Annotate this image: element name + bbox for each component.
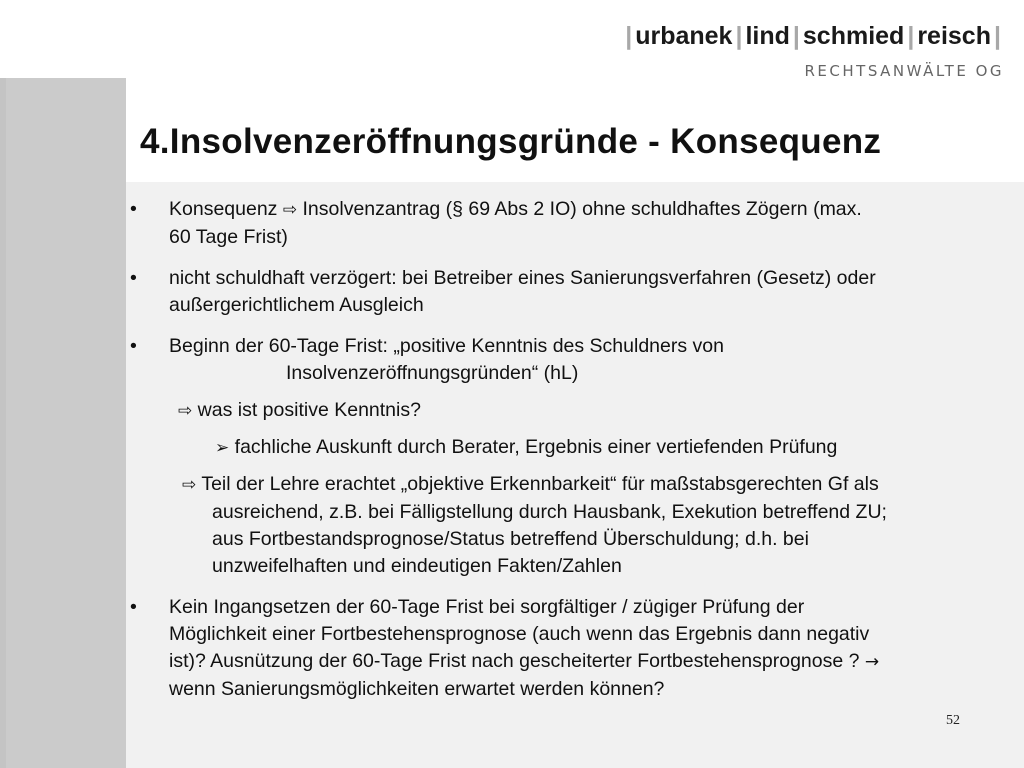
bullet-kein-ingangsetzen (126, 594, 996, 703)
brand-lind: lind (745, 22, 790, 50)
sub-line (182, 471, 996, 499)
text: was ist positive Kenntnis? (197, 399, 421, 421)
brand-subtitle: RECHTSANWÄLTE OG (804, 62, 1004, 80)
sub-line (215, 434, 996, 462)
chevron-arrow-icon: ➢ (215, 438, 230, 458)
slide-title: 4.Insolvenzeröffnungsgründe - Konsequenz (140, 122, 882, 161)
outline-arrow-icon: ⇨ (178, 401, 193, 421)
bullet-line: Beginn der 60-Tage Frist: „positive Kenntnis des Schuldners von (169, 335, 724, 357)
sub-positive-kenntnis (126, 397, 996, 425)
bullet-line (169, 648, 996, 676)
text: Insolvenzantrag (§ 69 Abs 2 IO) ohne schuldhaftes Zögern (max. (297, 198, 862, 220)
text: Konsequenz (169, 198, 283, 220)
bullet-line: Möglichkeit einer Fortbestehensprognose (auch wenn das Ergebnis dann negativ (169, 623, 870, 645)
sub-line (178, 397, 996, 425)
page-number: 52 (946, 713, 960, 728)
bullet-beginn-frist (126, 333, 996, 387)
text: Teil der Lehre erachtet „objektive Erkennbarkeit“ für maßstabsgerechten Gf als (201, 473, 879, 495)
sub-teil-der-lehre (126, 471, 996, 580)
bullet-line: außergerichtlichem Ausgleich (169, 294, 424, 316)
brand-separator: | (625, 22, 633, 50)
bullet-line: nicht schuldhaft verzögert: bei Betreiber eines Sanierungsverfahren (Gesetz) oder (169, 267, 876, 289)
outline-arrow-icon: ⇨ (182, 475, 197, 495)
text: ist)? Ausnützung der 60-Tage Frist nach gescheiterter Fortbestehensprognose ? (169, 650, 865, 672)
bullet-line: 60 Tage Frist) (169, 226, 288, 248)
brand-reisch: reisch (917, 22, 991, 50)
bullet-line: wenn Sanierungsmöglichkeiten erwartet werden können? (169, 678, 665, 700)
brand-separator: | (994, 22, 1001, 50)
bullet-konsequenz (126, 196, 996, 251)
text: fachliche Auskunft durch Berater, Ergebnis einer vertiefenden Prüfung (234, 436, 838, 458)
brand-logo (622, 22, 1004, 51)
sub-line: ausreichend, z.B. bei Fälligstellung durch Hausbank, Exekution betreffend ZU; (212, 501, 887, 523)
right-arrow-icon: → (864, 652, 880, 672)
left-gray-bar (0, 78, 126, 768)
brand-schmied: schmied (802, 22, 905, 50)
outline-arrow-icon: ⇨ (282, 200, 298, 220)
slide-content (126, 182, 996, 703)
bullet-line (169, 196, 996, 224)
brand-separator: | (792, 22, 800, 50)
sub-fachliche-auskunft (126, 434, 996, 462)
bullet-nicht-schuldhaft (126, 265, 996, 319)
bullet-line: Kein Ingangsetzen der 60-Tage Frist bei sorgfältiger / zügiger Prüfung der (169, 596, 805, 618)
bullet-dot: • (130, 198, 137, 220)
sub-line: unzweifelhaften und eindeutigen Fakten/Zahlen (212, 555, 622, 577)
bullet-line: Insolvenzeröffnungsgründen“ (hL) (286, 362, 579, 384)
bullet-dot: • (130, 335, 137, 357)
bullet-dot: • (130, 267, 137, 289)
brand-separator: | (907, 22, 915, 50)
brand-urbanek: urbanek (635, 22, 733, 50)
brand-separator: | (735, 22, 743, 50)
sub-line: aus Fortbestandsprognose/Status betreffend Überschuldung; d.h. bei (212, 528, 809, 550)
bullet-dot: • (130, 596, 137, 618)
